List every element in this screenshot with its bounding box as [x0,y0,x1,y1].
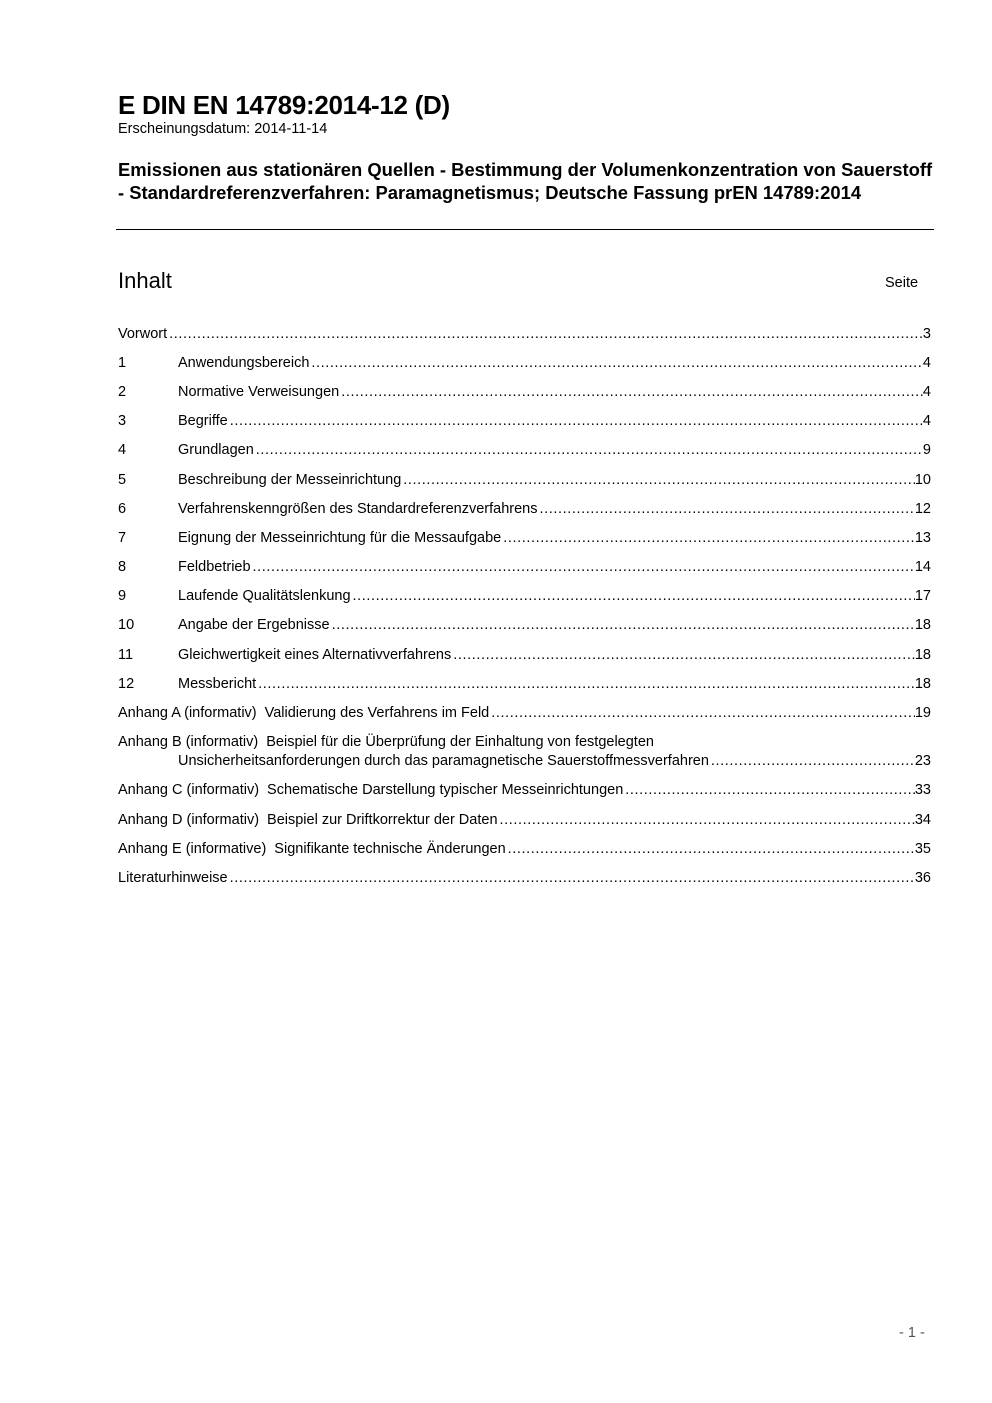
toc-entry-3[interactable] [118,411,931,431]
toc-entry-vorwort[interactable] [118,324,931,344]
toc-entry-label: Beispiel zur Driftkorrektur der Daten [267,812,498,828]
dot-leader [169,324,923,344]
toc-entry-label: Laufende Qualitätslenkung [178,588,351,604]
toc-entry-page: 18 [914,676,931,692]
toc-entry-label: Schematische Darstellung typischer Messeinrichtungen [267,782,624,798]
dot-leader [258,674,915,694]
toc-entry-label: Eignung der Messeinrichtung für die Messaufgabe [178,530,502,546]
toc-entry-page: 23 [914,753,931,769]
toc-entry-1[interactable] [118,353,931,373]
dot-leader [508,839,915,859]
dot-leader [256,440,923,460]
toc-entry-number: 7 [118,530,127,546]
toc-entry-page: 34 [914,812,931,828]
toc-entry-label: Grundlagen [178,442,254,458]
toc-entry-page: 36 [914,870,931,886]
toc-entry-label: Feldbetrieb [178,559,251,575]
toc-entry-page: 19 [914,705,931,721]
page-number: - 1 - [899,1325,925,1341]
page-column-label: Seite [885,275,919,291]
annex-prefix: Anhang B (informativ) [118,734,259,750]
toc-entry-page: 9 [922,442,931,458]
toc-entry-label: Signifikante technische Änderungen [274,841,506,857]
title-divider [116,229,934,230]
toc-entry-number: 4 [118,442,127,458]
toc-entry-page: 18 [914,617,931,633]
dot-leader [503,528,915,548]
toc-entry-12[interactable] [118,674,931,694]
toc-entry-label: Normative Verweisungen [178,384,340,400]
toc-entry-8[interactable] [118,557,931,577]
toc-entry-bibliography[interactable] [118,868,931,888]
dot-leader [332,615,915,635]
toc-entry-page: 35 [914,841,931,857]
toc-entry-page: 33 [914,782,931,798]
toc-entry-page: 10 [914,472,931,488]
toc-entry-number: 1 [118,355,127,371]
toc-entry-number: 8 [118,559,127,575]
toc-entry-label: Anwendungsbereich [178,355,310,371]
toc-entry-number: 5 [118,472,127,488]
toc-entry-page: 4 [922,355,931,371]
dot-leader [453,645,915,665]
document-id: E DIN EN 14789:2014-12 (D) [118,90,450,120]
toc-entry-number: 11 [118,647,134,663]
toc-entry-9[interactable] [118,586,931,606]
toc-entry-annex-b-line1[interactable] [118,732,654,752]
toc-entry-annex-a[interactable] [118,703,931,723]
toc-entry-label: Beschreibung der Messeinrichtung [178,472,402,488]
annex-prefix: Anhang D (informativ) [118,812,260,828]
toc-heading: Inhalt [118,268,172,293]
annex-prefix: Anhang C (informativ) [118,782,260,798]
dot-leader [230,868,915,888]
toc-entry-annex-d[interactable] [118,810,931,830]
document-title: Emissionen aus stationären Quellen - Bestimmung der Volumenkonzentration von Sauerstoff - Standardreferenzverfahren: Paramagnetismus; Deutsche Fassung prEN 14789:2014 [118,159,933,203]
dot-leader [540,499,915,519]
toc-entry-page: 13 [914,530,931,546]
dot-leader [711,751,915,771]
toc-entry-label: Vorwort [118,326,168,342]
toc-entry-label: Validierung des Verfahrens im Feld [264,705,490,721]
toc-entry-label: Verfahrenskenngrößen des Standardreferenzverfahrens [178,501,538,517]
dot-leader [253,557,915,577]
toc-entry-page: 3 [922,326,931,342]
dot-leader [625,780,915,800]
annex-prefix: Anhang A (informativ) [118,705,257,721]
toc-entry-label: Begriffe [178,413,228,429]
dot-leader [230,411,923,431]
toc-entry-number: 6 [118,501,127,517]
toc-entry-page: 12 [914,501,931,517]
dot-leader [311,353,923,373]
toc-entry-6[interactable] [118,499,931,519]
toc-entry-page: 18 [914,647,931,663]
toc-entry-label: Angabe der Ergebnisse [178,617,330,633]
toc-entry-number: 2 [118,384,127,400]
toc-entry-label: Gleichwertigkeit eines Alternativverfahrens [178,647,452,663]
toc-entry-5[interactable] [118,470,931,490]
dot-leader [500,810,915,830]
toc-entry-4[interactable] [118,440,931,460]
annex-prefix: Anhang E (informative) [118,841,267,857]
toc-entry-7[interactable] [118,528,931,548]
toc-entry-label: Beispiel für die Überprüfung der Einhaltung von festgelegten [266,734,654,750]
toc-entry-10[interactable] [118,615,931,635]
toc-entry-page: 17 [914,588,931,604]
toc-entry-number: 3 [118,413,127,429]
toc-entry-page: 14 [914,559,931,575]
toc-entry-number: 10 [118,617,135,633]
toc-entry-annex-b-line2[interactable] [178,751,931,771]
toc-entry-label: Messbericht [178,676,257,692]
dot-leader [341,382,923,402]
dot-leader [491,703,915,723]
dot-leader [353,586,915,606]
toc-entry-page: 4 [922,413,931,429]
toc-entry-label: Unsicherheitsanforderungen durch das paramagnetische Sauerstoffmessverfahren [178,753,709,769]
toc-entry-annex-e[interactable] [118,839,931,859]
toc-entry-11[interactable] [118,645,931,665]
toc-entry-annex-c[interactable] [118,780,931,800]
toc-entry-number: 12 [118,676,135,692]
toc-entry-number: 9 [118,588,127,604]
toc-entry-label: Literaturhinweise [118,870,228,886]
publication-date: Erscheinungsdatum: 2014-11-14 [118,121,328,137]
toc-entry-page: 4 [922,384,931,400]
toc-entry-2[interactable] [118,382,931,402]
dot-leader [403,470,915,490]
